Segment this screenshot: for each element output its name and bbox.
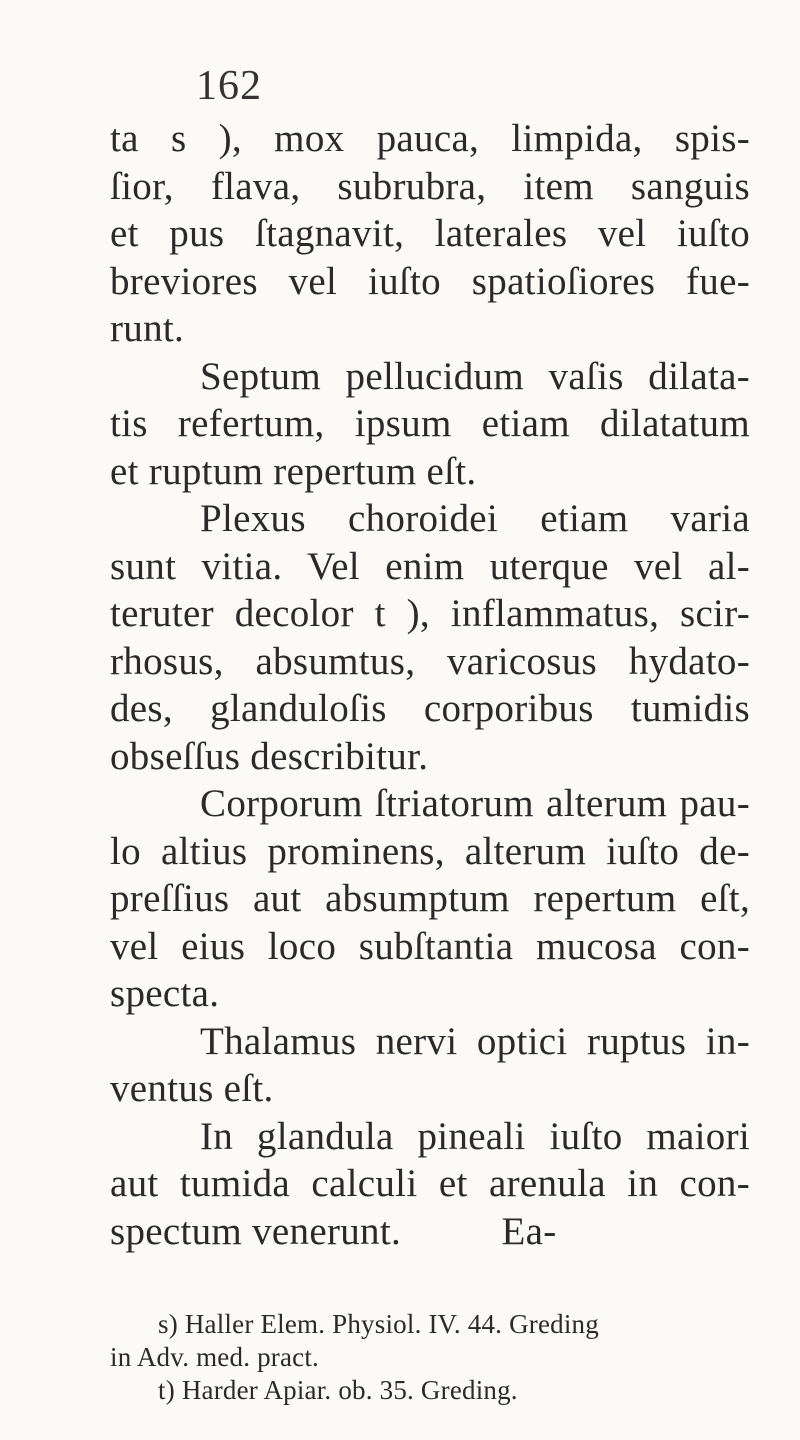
text-line: specta. (110, 972, 220, 1015)
footnote-t: t) Harder Apiar. ob. 35. Greding. (158, 1375, 518, 1405)
text-line: teruter decolor t ), inflammatus, scir- (110, 592, 750, 635)
text-line: In glandula pineali iuſto maiori (200, 1114, 750, 1158)
text-line: preſſius aut absumptum repertum eſt, (110, 877, 750, 920)
text-line: Corporum ſtriatorum alterum pau- (200, 782, 750, 825)
text-line: ta s ), mox pauca, limpida, spis- (110, 117, 750, 160)
page-number: 162 (196, 63, 262, 109)
text-line: breviores vel iuſto spatioſiores fue- (110, 259, 750, 303)
text-line: tis refertum, ipsum etiam dilatatum (110, 402, 750, 445)
footnote-s: s) Haller Elem. Physiol. IV. 44. Greding (158, 1309, 599, 1339)
text-line: Septum pellucidum vaſis dilata- (200, 354, 750, 398)
text-line: Thalamus nervi optici ruptus in- (200, 1019, 750, 1063)
text-line: et pus ſtagnavit, laterales vel iuſto (110, 212, 750, 255)
text-line-catchword: spectum venerunt. Ea- (110, 1209, 557, 1253)
text-line: runt. (110, 307, 185, 350)
text-line: et ruptum repertum eſt. (110, 449, 477, 493)
text-line: Plexus choroidei etiam varia (200, 497, 750, 540)
text-line: sunt vitia. Vel enim uterque vel al- (110, 544, 750, 588)
text-line: ſior, flava, subrubra, item sanguis (110, 164, 750, 208)
text-line: ventus eſt. (110, 1067, 274, 1110)
footnote-s-continued: in Adv. med. pract. (110, 1342, 320, 1372)
body-text (110, 115, 750, 1255)
text-line: vel eius loco subſtantia mucosa con- (110, 924, 750, 968)
text-line: rhosus, absumtus, varicosus hydato- (110, 639, 750, 683)
text-line: lo altius prominens, alterum iuſto de- (110, 829, 750, 873)
text-line: des, glanduloſis corporibus tumidis (110, 687, 750, 730)
footnotes (110, 1308, 750, 1407)
text-line: obseſſus describitur. (110, 734, 429, 778)
text-line: aut tumida calculi et arenula in con- (110, 1162, 750, 1205)
